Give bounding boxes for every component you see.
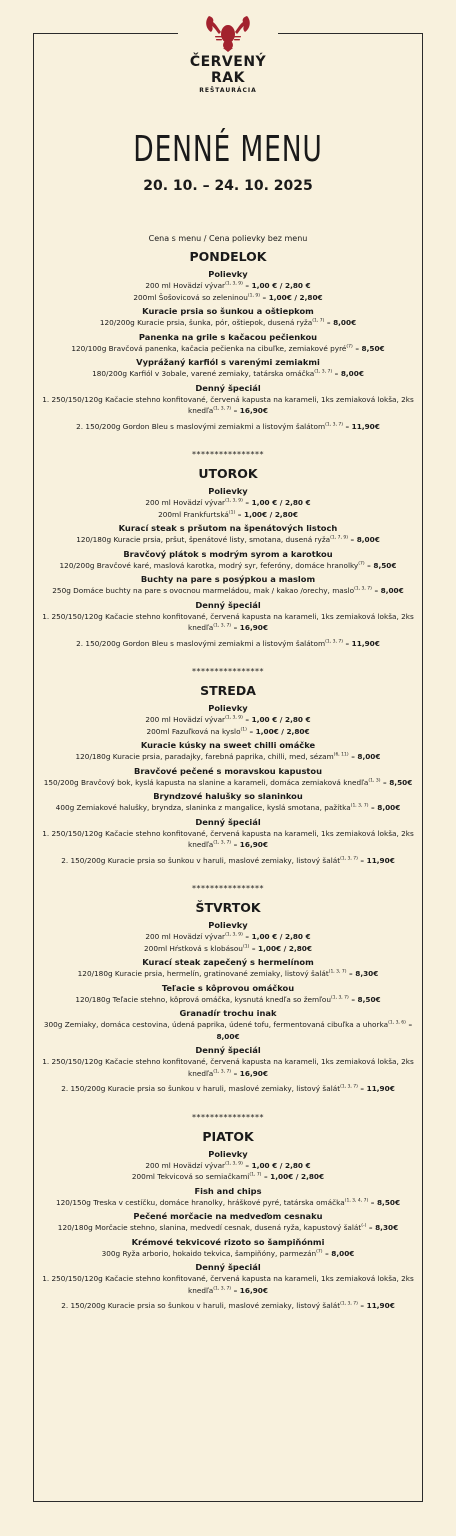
dish-text: 200 ml Hovädzí vývar [145, 281, 226, 290]
menu-section [40, 703, 416, 737]
dish-price: – 1,00 € / 2,80 € [242, 498, 311, 507]
separator: **************** [192, 884, 264, 893]
day-title: PIATOK [202, 1128, 254, 1144]
dish-text: 120/200g Bravčové karé, maslová karotka, modrý syr, feferóny, domáce hranolky [59, 560, 359, 570]
dish-description [40, 611, 416, 634]
dish-text: 200 ml Hovädzí vývar [145, 1160, 226, 1170]
dish-description [40, 421, 416, 433]
logo [178, 10, 278, 102]
dish-description [40, 585, 416, 597]
dish-title: Polievky [208, 703, 248, 713]
dish-description [40, 1083, 416, 1095]
dish-title: Vyprážaný karfiól s varenými zemiakmi [136, 357, 320, 367]
dish-title: Pečené morčacie na medveďom cesnaku [133, 1211, 323, 1221]
dish-title: Polievky [208, 1148, 248, 1159]
dish-price: – 8,50€ [380, 777, 413, 787]
day-title: ŠTVRTOK [195, 900, 261, 915]
menu-section [40, 817, 416, 867]
dish-description [40, 1300, 416, 1312]
dish-title: Kurací steak zapečený s hermelínom [142, 957, 314, 967]
dish-description [40, 280, 416, 292]
dish-title: Kuracie prsia so šunkou a oštiepkom [142, 306, 314, 316]
menu-section [40, 1149, 416, 1183]
separator: **************** [192, 450, 264, 459]
dish-description [40, 968, 416, 980]
dish-price: – 11,90€ [357, 1084, 395, 1093]
dish-description [40, 394, 416, 417]
allergens: (1, 3, 7) [354, 586, 372, 592]
dish-description [40, 1273, 416, 1296]
dish-price: – 8,00€ [216, 1020, 413, 1041]
allergens: (1, 3, 7) [325, 639, 343, 645]
dish-description [40, 1248, 416, 1260]
days-list [40, 249, 416, 1312]
dish-description [40, 497, 416, 509]
dish-title: Bryndzové halušky so slaninkou [153, 791, 303, 801]
menu-section [40, 523, 416, 546]
dish-price: – 8,50€ [352, 343, 385, 353]
dish-description [40, 560, 416, 572]
allergens: (1, 3, 7) [350, 803, 369, 809]
day-title: PONDELOK [189, 249, 267, 264]
menu-section [40, 1262, 416, 1312]
dish-description [40, 751, 416, 763]
dish-description [40, 317, 416, 329]
dish-text: 300g Ryža arborio, hokaido tekvica, šampiňóny, parmezán [101, 1248, 317, 1258]
price-note: Cena s menu / Cena polievky bez menu [148, 234, 308, 243]
menu-section [40, 549, 416, 572]
dish-price: – 8,00€ [371, 586, 404, 595]
allergens: (1, 3, 7) [340, 856, 358, 862]
dish-description [40, 1171, 416, 1183]
dish-price: – 11,90€ [342, 638, 380, 648]
dish-description [40, 777, 416, 789]
dish-text: 200ml Hŕstková s klobásou [144, 943, 243, 953]
menu-section [40, 983, 416, 1006]
dish-price: – 8,00€ [348, 752, 381, 761]
dish-price: – 8,00€ [322, 1248, 355, 1258]
dish-text: 2. 150/200g Kuracie prsia so šunkou v haruli, maslové zemiaky, listový šalát [61, 855, 341, 865]
allergens: (1, 3, 7) [213, 840, 232, 846]
day-section [40, 884, 416, 1095]
allergens: (1, 3, 7) [340, 1301, 358, 1307]
menu-section [40, 957, 416, 980]
menu-section [40, 1186, 416, 1209]
dish-text: 200 ml Hovädzí vývar [145, 932, 226, 941]
allergens: (1, 7, 9) [330, 535, 348, 541]
dish-text: 1. 250/150/120g Kačacie stehno konfitované, červená kapusta na karameli, 1ks zemiaková lokša, 2ks knedľa [42, 828, 414, 849]
dish-price: – 11,90€ [357, 1301, 395, 1310]
allergens: (1) [242, 944, 250, 950]
dish-title: Panenka na grile s kačacou pečienkou [138, 331, 318, 342]
dish-price: – 8,00€ [324, 318, 357, 327]
dish-text: 180/200g Karfiól v 3obale, varené zemiaky, tatárska omáčka [92, 369, 315, 378]
dish-text: 250g Domáce buchty na pare s ovocnou marmeládou, mak / kakao /orechy, maslo [52, 586, 355, 595]
dish-text: 120/180g Teľacie stehno, kôprová omáčka, kysnutá knedľa so žemľou [75, 994, 331, 1004]
menu-section [40, 357, 416, 380]
dish-price: – 11,90€ [342, 421, 380, 431]
dish-description [40, 994, 416, 1006]
page-title: DENNÉ MENU [133, 129, 323, 170]
dish-title: Denný špeciál [195, 1045, 261, 1055]
menu-section [40, 766, 416, 789]
menu-section [40, 383, 416, 433]
dish-price: – 1,00€ / 2,80€ [261, 1172, 325, 1181]
allergens: (1, 3, 7) [325, 422, 343, 428]
dish-text: 1. 250/150/120g Kačacie stehno konfitované, červená kapusta na karameli, 1ks zemiaková lokša, 2ks knedľa [42, 1057, 414, 1078]
menu-section [40, 486, 416, 520]
dish-price: – 1,00€ / 2,80€ [259, 292, 323, 302]
dish-description [40, 931, 416, 943]
allergens: (1, 3, 9) [225, 932, 243, 938]
dish-text: 1. 250/150/120g Kačacie stehno konfitované, červená kapusta na karameli, 1ks zemiaková lokša, 2ks knedľa [42, 611, 414, 632]
dish-text: 400g Zemiakové halušky, bryndza, slaninka z mangalice, kyslá smotana, pažítka [55, 803, 351, 812]
allergens: (1, 3, 7) [213, 1069, 232, 1075]
menu-section [40, 269, 416, 303]
dish-title: Kurací steak s pršutom na špenátových listoch [118, 523, 338, 533]
menu-content [40, 233, 416, 1316]
dish-text: 120/180g Kuracie prsia, pršut, špenátové listy, smotana, dusená ryža [76, 535, 331, 544]
brand-name: ČERVENÝ RAK [189, 54, 267, 86]
dish-title: Granadír trochu inak [179, 1008, 277, 1018]
dish-title: Bravčové pečené s moravskou kapustou [134, 765, 322, 776]
crayfish-logo-icon [203, 14, 253, 52]
dish-price: – 1,00 € / 2,80 € [242, 932, 311, 941]
menu-section [40, 1008, 416, 1042]
dish-text: 300g Zemiaky, domáca cestovina, údená paprika, údené tofu, fermentovaná cibuľka a uhorka [43, 1020, 389, 1029]
dish-title: Polievky [208, 486, 248, 496]
allergens: (1, 3, 4, 7) [344, 1198, 369, 1204]
day-section [40, 1113, 416, 1312]
dish-description [40, 1222, 416, 1234]
dish-description [40, 828, 416, 851]
dish-description [40, 943, 416, 955]
allergens: (1, 3, 7) [340, 1084, 358, 1090]
dish-price: – 1,00€ / 2,80€ [235, 509, 298, 519]
allergens: (7) [316, 1249, 323, 1255]
dish-description [40, 1197, 416, 1209]
allergens: (1, 3, 9) [225, 281, 243, 287]
dish-description [40, 1056, 416, 1079]
allergens: (1, 3, 7) [213, 406, 232, 412]
allergens: (1, 3, 7) [314, 369, 333, 375]
date-range: 20. 10. – 24. 10. 2025 [143, 178, 313, 194]
menu-section [40, 600, 416, 650]
dish-price: – 8,30€ [366, 1223, 399, 1232]
dish-description [40, 343, 416, 355]
dish-price: – 8,00€ [332, 369, 364, 378]
dish-description [40, 1019, 416, 1042]
dish-text: 200ml Fazuľková na kyslo [146, 726, 241, 736]
allergens: (6, 11) [333, 752, 349, 758]
dish-title: Polievky [208, 269, 248, 279]
dish-title: Buchty na pare s posýpkou a maslom [140, 574, 316, 584]
menu-section [40, 920, 416, 954]
dish-text: 120/180g Morčacie stehno, slanina, medvedí cesnak, dusená ryža, kapustový šalát [57, 1223, 362, 1232]
dish-text: 120/100g Bravčová panenka, kačacia pečienka na cibuľke, zemiakové pyré [71, 343, 347, 353]
allergens: (1, 3, 6) [388, 1020, 406, 1026]
day-title: STREDA [200, 683, 256, 698]
dish-text: 120/180g Kuracie prsia, paradajky, farebná paprika, chilli, med, sézam [75, 752, 334, 761]
allergens: (1, 3, 9) [225, 1161, 243, 1167]
dish-text: 120/200g Kuracie prsia, šunka, pór, oštiepok, dusená ryža [99, 318, 313, 327]
dish-price: – 8,00€ [368, 803, 401, 812]
dish-description [40, 714, 416, 726]
day-section [40, 450, 416, 649]
menu-section [40, 1237, 416, 1260]
dish-description [40, 534, 416, 546]
dish-title: Kuracie kúsky na sweet chilli omáčke [140, 740, 316, 750]
dish-description [40, 638, 416, 650]
dish-description [40, 1160, 416, 1172]
dish-text: 120/150g Treska v cestíčku, domáce hranolky, hráškové pyré, tatárska omáčka [55, 1197, 345, 1207]
menu-section [40, 574, 416, 597]
allergens: (1) [228, 510, 236, 516]
allergens: (1) [240, 727, 247, 733]
dish-title: Denný špeciál [195, 599, 261, 610]
menu-section [40, 1211, 416, 1234]
dish-price: – 8,00€ [347, 535, 380, 544]
day-section [40, 667, 416, 866]
dish-price: – 8,50€ [348, 994, 381, 1004]
dish-price: – 8,50€ [368, 1197, 401, 1207]
dish-description [40, 855, 416, 867]
allergens: (-) [361, 1223, 367, 1229]
dish-price: – 16,90€ [231, 406, 268, 415]
dish-text: 120/180g Kuracie prsia, hermelín, gratinované zemiaky, listový šalát [77, 969, 329, 978]
dish-title: Denný špeciál [195, 816, 261, 827]
dish-description [40, 292, 416, 304]
dish-price: – 1,00€ / 2,80€ [246, 726, 310, 736]
brand-subtitle: REŠTAURÁCIA [199, 87, 257, 94]
dish-price: – 16,90€ [231, 840, 268, 849]
dish-text: 200 ml Hovädzí vývar [145, 715, 226, 724]
allergens: (7) [346, 344, 353, 350]
dish-title: Denný špeciál [195, 1262, 261, 1272]
separator: **************** [192, 1112, 264, 1122]
dish-price: – 16,90€ [231, 1068, 268, 1078]
menu-section [40, 306, 416, 329]
dish-text: 200ml Šošovicová so zeleninou [133, 292, 248, 302]
dish-text: 200ml Frankfurtská [158, 509, 229, 519]
dish-text: 2. 150/200g Gordon Bleu s maslovými zemiakmi a listovým šalátom [76, 638, 326, 648]
allergens: (7) [358, 561, 365, 567]
dish-title: Denný špeciál [195, 382, 261, 393]
dish-description [40, 509, 416, 521]
dish-text: 1. 250/150/120g Kačacie stehno konfitované, červená kapusta na karameli, 1ks zemiaková lokša, 2ks knedľa [42, 394, 414, 415]
dish-title: Fish and chips [194, 1185, 262, 1196]
allergens: (1, 3) [368, 778, 381, 784]
allergens: (1, 7) [249, 1172, 262, 1178]
dish-title: Bravčový plátok s modrým syrom a karotkou [123, 548, 333, 559]
dish-price: – 16,90€ [231, 623, 268, 632]
dish-title: Teľacie s kôprovou omáčkou [161, 982, 295, 993]
dish-price: – 8,50€ [364, 560, 397, 570]
allergens: (1, 9) [247, 293, 260, 299]
allergens: (1, 3, 7) [328, 969, 347, 975]
dish-text: 200 ml Hovädzí vývar [145, 498, 226, 507]
day-title: UTOROK [198, 466, 258, 481]
separator: **************** [192, 667, 264, 676]
dish-title: Polievky [208, 920, 248, 930]
dish-description [40, 368, 416, 380]
dish-price: – 1,00 € / 2,80 € [242, 281, 311, 290]
dish-price: – 11,90€ [357, 855, 395, 865]
dish-text: 2. 150/200g Kuracie prsia so šunkou v haruli, maslové zemiaky, listový šalát [61, 1084, 341, 1093]
allergens: (1, 7) [312, 318, 325, 324]
dish-price: – 1,00€ / 2,80€ [249, 943, 312, 953]
dish-text: 2. 150/200g Gordon Bleu s maslovými zemiakmi a listovým šalátom [76, 421, 326, 431]
dish-text: 200ml Tekvicová so semiačkami [131, 1172, 250, 1181]
dish-title: Krémové tekvicové rizoto so šampiňónmi [131, 1236, 325, 1247]
menu-section [40, 791, 416, 814]
menu-section [40, 1045, 416, 1095]
allergens: (1, 3, 7) [213, 623, 232, 629]
menu-section [40, 332, 416, 355]
dish-price: – 1,00 € / 2,80 € [242, 715, 311, 724]
dish-price: – 1,00 € / 2,80 € [242, 1160, 311, 1170]
dish-text: 1. 250/150/120g Kačacie stehno konfitované, červená kapusta na karameli, 1ks zemiaková lokša, 2ks knedľa [42, 1274, 414, 1295]
day-section [40, 249, 416, 432]
dish-text: 150/200g Bravčový bok, kyslá kapusta na slanine a karameli, domáca zemiaková knedľa [43, 777, 369, 787]
dish-description [40, 726, 416, 738]
allergens: (1, 3, 7) [213, 1286, 232, 1292]
dish-description [40, 802, 416, 814]
dish-price: – 8,30€ [346, 969, 379, 978]
allergens: (1, 3, 7) [330, 995, 349, 1001]
allergens: (1, 3, 9) [225, 498, 243, 504]
menu-section [40, 740, 416, 763]
dish-text: 2. 150/200g Kuracie prsia so šunkou v haruli, maslové zemiaky, listový šalát [61, 1301, 341, 1310]
dish-price: – 16,90€ [231, 1285, 268, 1295]
allergens: (1, 3, 9) [225, 715, 243, 721]
